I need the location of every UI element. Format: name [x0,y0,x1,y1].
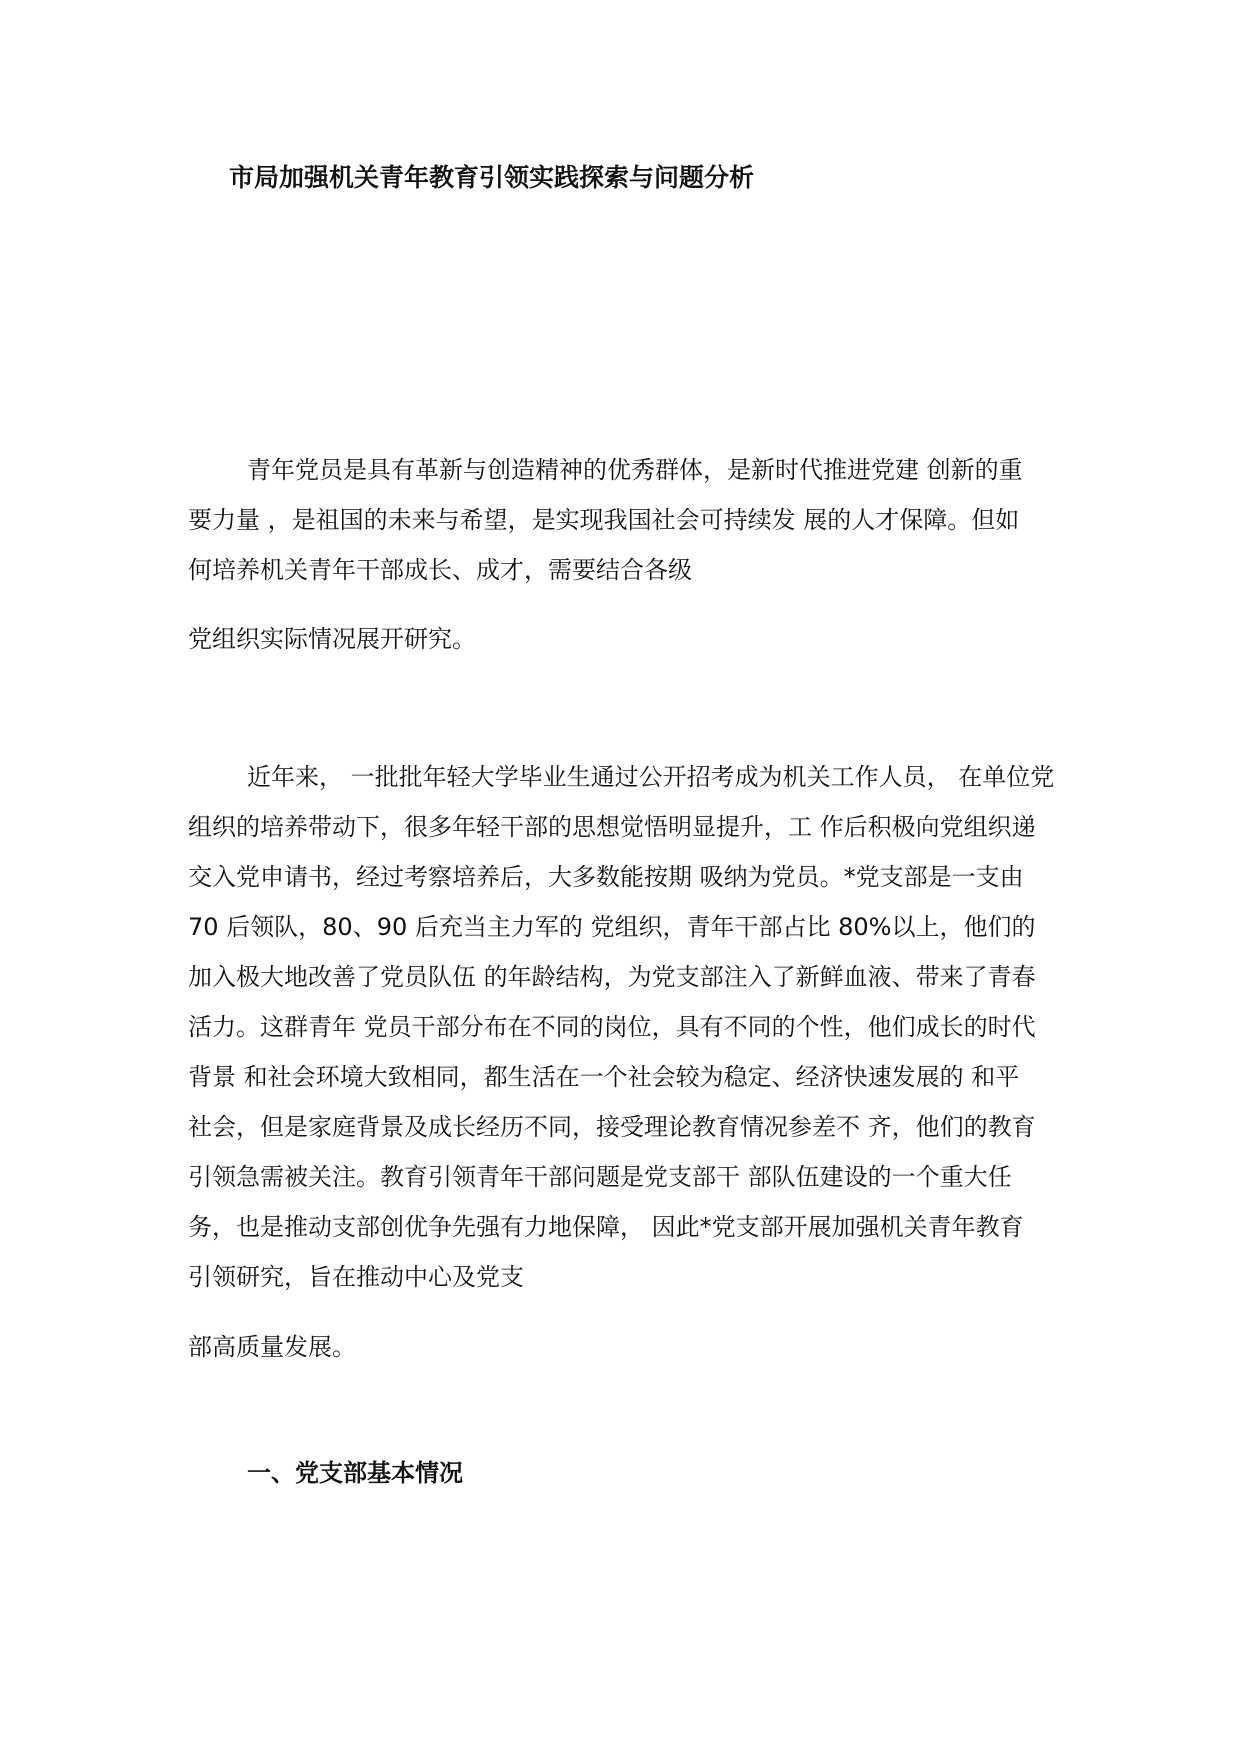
paragraph-2-line-5: 加入极大地改善了党员队伍 的年龄结构，为党支部注入了新鲜血液、带来了青春 [188,963,1036,991]
paragraph-1-line-4: 党组织实际情况展开研究。 [188,625,476,653]
paragraph-2-line-1: 近年来， 一批批年轻大学毕业生通过公开招考成为机关工作人员， 在单位党 [247,763,1055,791]
paragraph-1-line-3: 何培养机关青年干部成长、成才，需要结合各级 [188,556,692,584]
paragraph-2-line-2: 组织的培养带动下，很多年轻干部的思想觉悟明显提升，工 作后积极向党组织递 [188,813,1036,841]
paragraph-2-line-10: 务，也是推动支部创优争先强有力地保障， 因此*党支部开展加强机关青年教育 [188,1213,1024,1241]
paragraph-2-line-9: 引领急需被关注。教育引领青年干部问题是党支部干 部队伍建设的一个重大任 [188,1163,1012,1191]
paragraph-1-line-2: 要力量 ，是祖国的未来与希望，是实现我国社会可持续发 展的人才保障。但如 [188,506,1020,534]
paragraph-2-line-7: 背景 和社会环境大致相同，都生活在一个社会较为稳定、经济快速发展的 和平 [188,1063,1020,1091]
paragraph-2-line-11: 引领研究，旨在推动中心及党支 [188,1263,524,1291]
paragraph-2-line-12: 部高质量发展。 [188,1333,356,1361]
paragraph-2-line-6: 活力。这群青年 党员干部分布在不同的岗位，具有不同的个性，他们成长的时代 [188,1013,1036,1041]
paragraph-2-line-4: 70 后领队，80、90 后充当主力军的 党组织，青年干部占比 80%以上，他们的 [188,913,1036,941]
paragraph-2-line-3: 交入党申请书，经过考察培养后，大多数能按期 吸纳为党员。*党支部是一支由 [188,863,1024,891]
paragraph-2-line-8: 社会，但是家庭背景及成长经历不同，接受理论教育情况参差不 齐，他们的教育 [188,1113,1036,1141]
section-heading: 一、党支部基本情况 [247,1459,463,1487]
paragraph-1-line-1: 青年党员是具有革新与创造精神的优秀群体，是新时代推进党建 创新的重 [247,456,1023,484]
document-title: 市局加强机关青年教育引领实践探索与问题分析 [229,163,755,192]
